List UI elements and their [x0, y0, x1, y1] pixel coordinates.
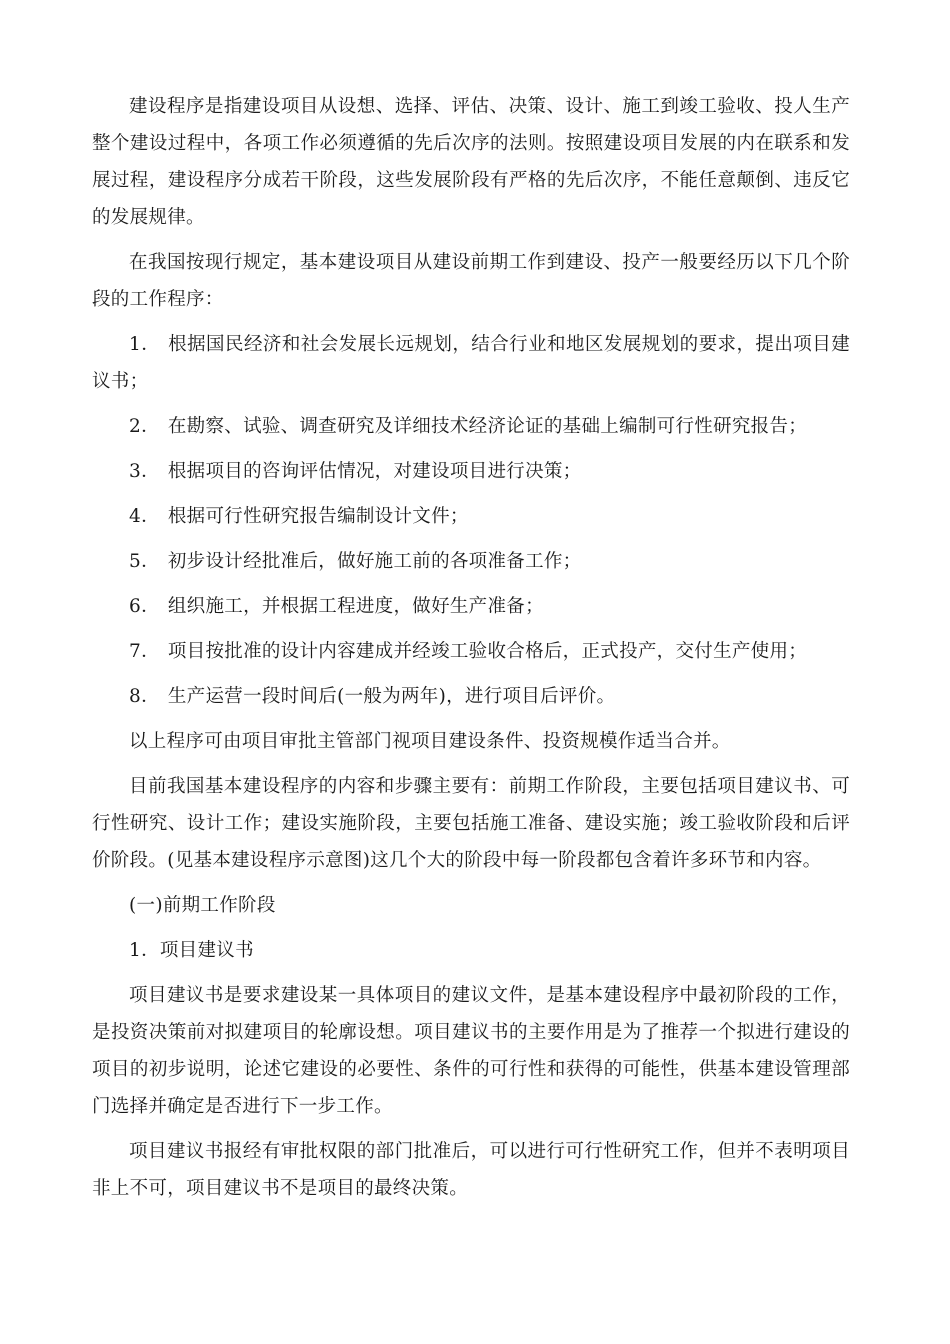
list-item-number: 3．: [129, 461, 160, 482]
list-item-number: 2．: [129, 416, 160, 437]
list-item-number: 4．: [129, 506, 160, 527]
list-item-text: 根据项目的咨询评估情况，对建设项目进行决策；: [167, 461, 582, 482]
list-item: [92, 326, 850, 400]
list-item: [92, 453, 850, 490]
list-item: [92, 633, 850, 670]
list-item-text: 在勘察、试验、调查研究及详细技术经济论证的基础上编制可行性研究报告；: [167, 416, 808, 437]
paragraph-proposal-definition: 项目建议书是要求建设某一具体项目的建议文件，是基本建设程序中最初阶段的工作，是投资决策前对拟建项目的轮廓设想。项目建议书的主要作用是为了推荐一个拟进行建设的项目的初步说明，论述它建设的必要性、条件的可行性和获得的可能性，供基本建设管理部门选择并确定是否进行下一步工作。: [92, 985, 850, 1117]
list-item-text: 生产运营一段时间后(一般为两年)，进行项目后评价。: [167, 686, 616, 707]
list-item-number: 8．: [129, 686, 160, 707]
paragraph-stages-overview: 目前我国基本建设程序的内容和步骤主要有：前期工作阶段，主要包括项目建议书、可行性研究、设计工作；建设实施阶段，主要包括施工准备、建设实施；竣工验收阶段和后评价阶段。(见基本建设程序示意图)这几个大的阶段中每一阶段都包含着许多环节和内容。: [92, 776, 850, 871]
list-item-text: 初步设计经批准后，做好施工前的各项准备工作；: [167, 551, 582, 572]
paragraph-intro-steps: 在我国按现行规定，基本建设项目从建设前期工作到建设、投产一般要经历以下几个阶段的工作程序：: [92, 252, 850, 310]
section-heading: (一)前期工作阶段: [129, 895, 276, 916]
list-item-text: 根据国民经济和社会发展长远规划，结合行业和地区发展规划的要求，提出项目建议书；: [92, 334, 851, 392]
list-item-text: 项目按批准的设计内容建成并经竣工验收合格后，正式投产，交付生产使用；: [167, 641, 808, 662]
list-item-text: 组织施工，并根据工程进度，做好生产准备；: [167, 596, 544, 617]
list-item-number: 7．: [129, 641, 160, 662]
list-item: [92, 498, 850, 535]
list-item-number: 6．: [129, 596, 160, 617]
paragraph-proposal-approval: 项目建议书报经有审批权限的部门批准后，可以进行可行性研究工作，但并不表明项目非上不可，项目建议书不是项目的最终决策。: [92, 1141, 850, 1199]
list-item: [92, 543, 850, 580]
list-item-text: 根据可行性研究报告编制设计文件；: [167, 506, 469, 527]
steps-list: [92, 326, 850, 715]
list-item: [92, 678, 850, 715]
list-item: [92, 408, 850, 445]
subsection-heading: 1．项目建议书: [129, 940, 254, 961]
list-item-number: 1．: [129, 334, 161, 355]
list-item-number: 5．: [129, 551, 160, 572]
paragraph-definition: 建设程序是指建设项目从设想、选择、评估、决策、设计、施工到竣工验收、投人生产整个建设过程中，各项工作必须遵循的先后次序的法则。按照建设项目发展的内在联系和发展过程，建设程序分成若干阶段，这些发展阶段有严格的先后次序，不能任意颠倒、违反它的发展规律。: [92, 96, 850, 228]
paragraph-merge-note: 以上程序可由项目审批主管部门视项目建设条件、投资规模作适当合并。: [129, 731, 731, 752]
list-item: [92, 588, 850, 625]
